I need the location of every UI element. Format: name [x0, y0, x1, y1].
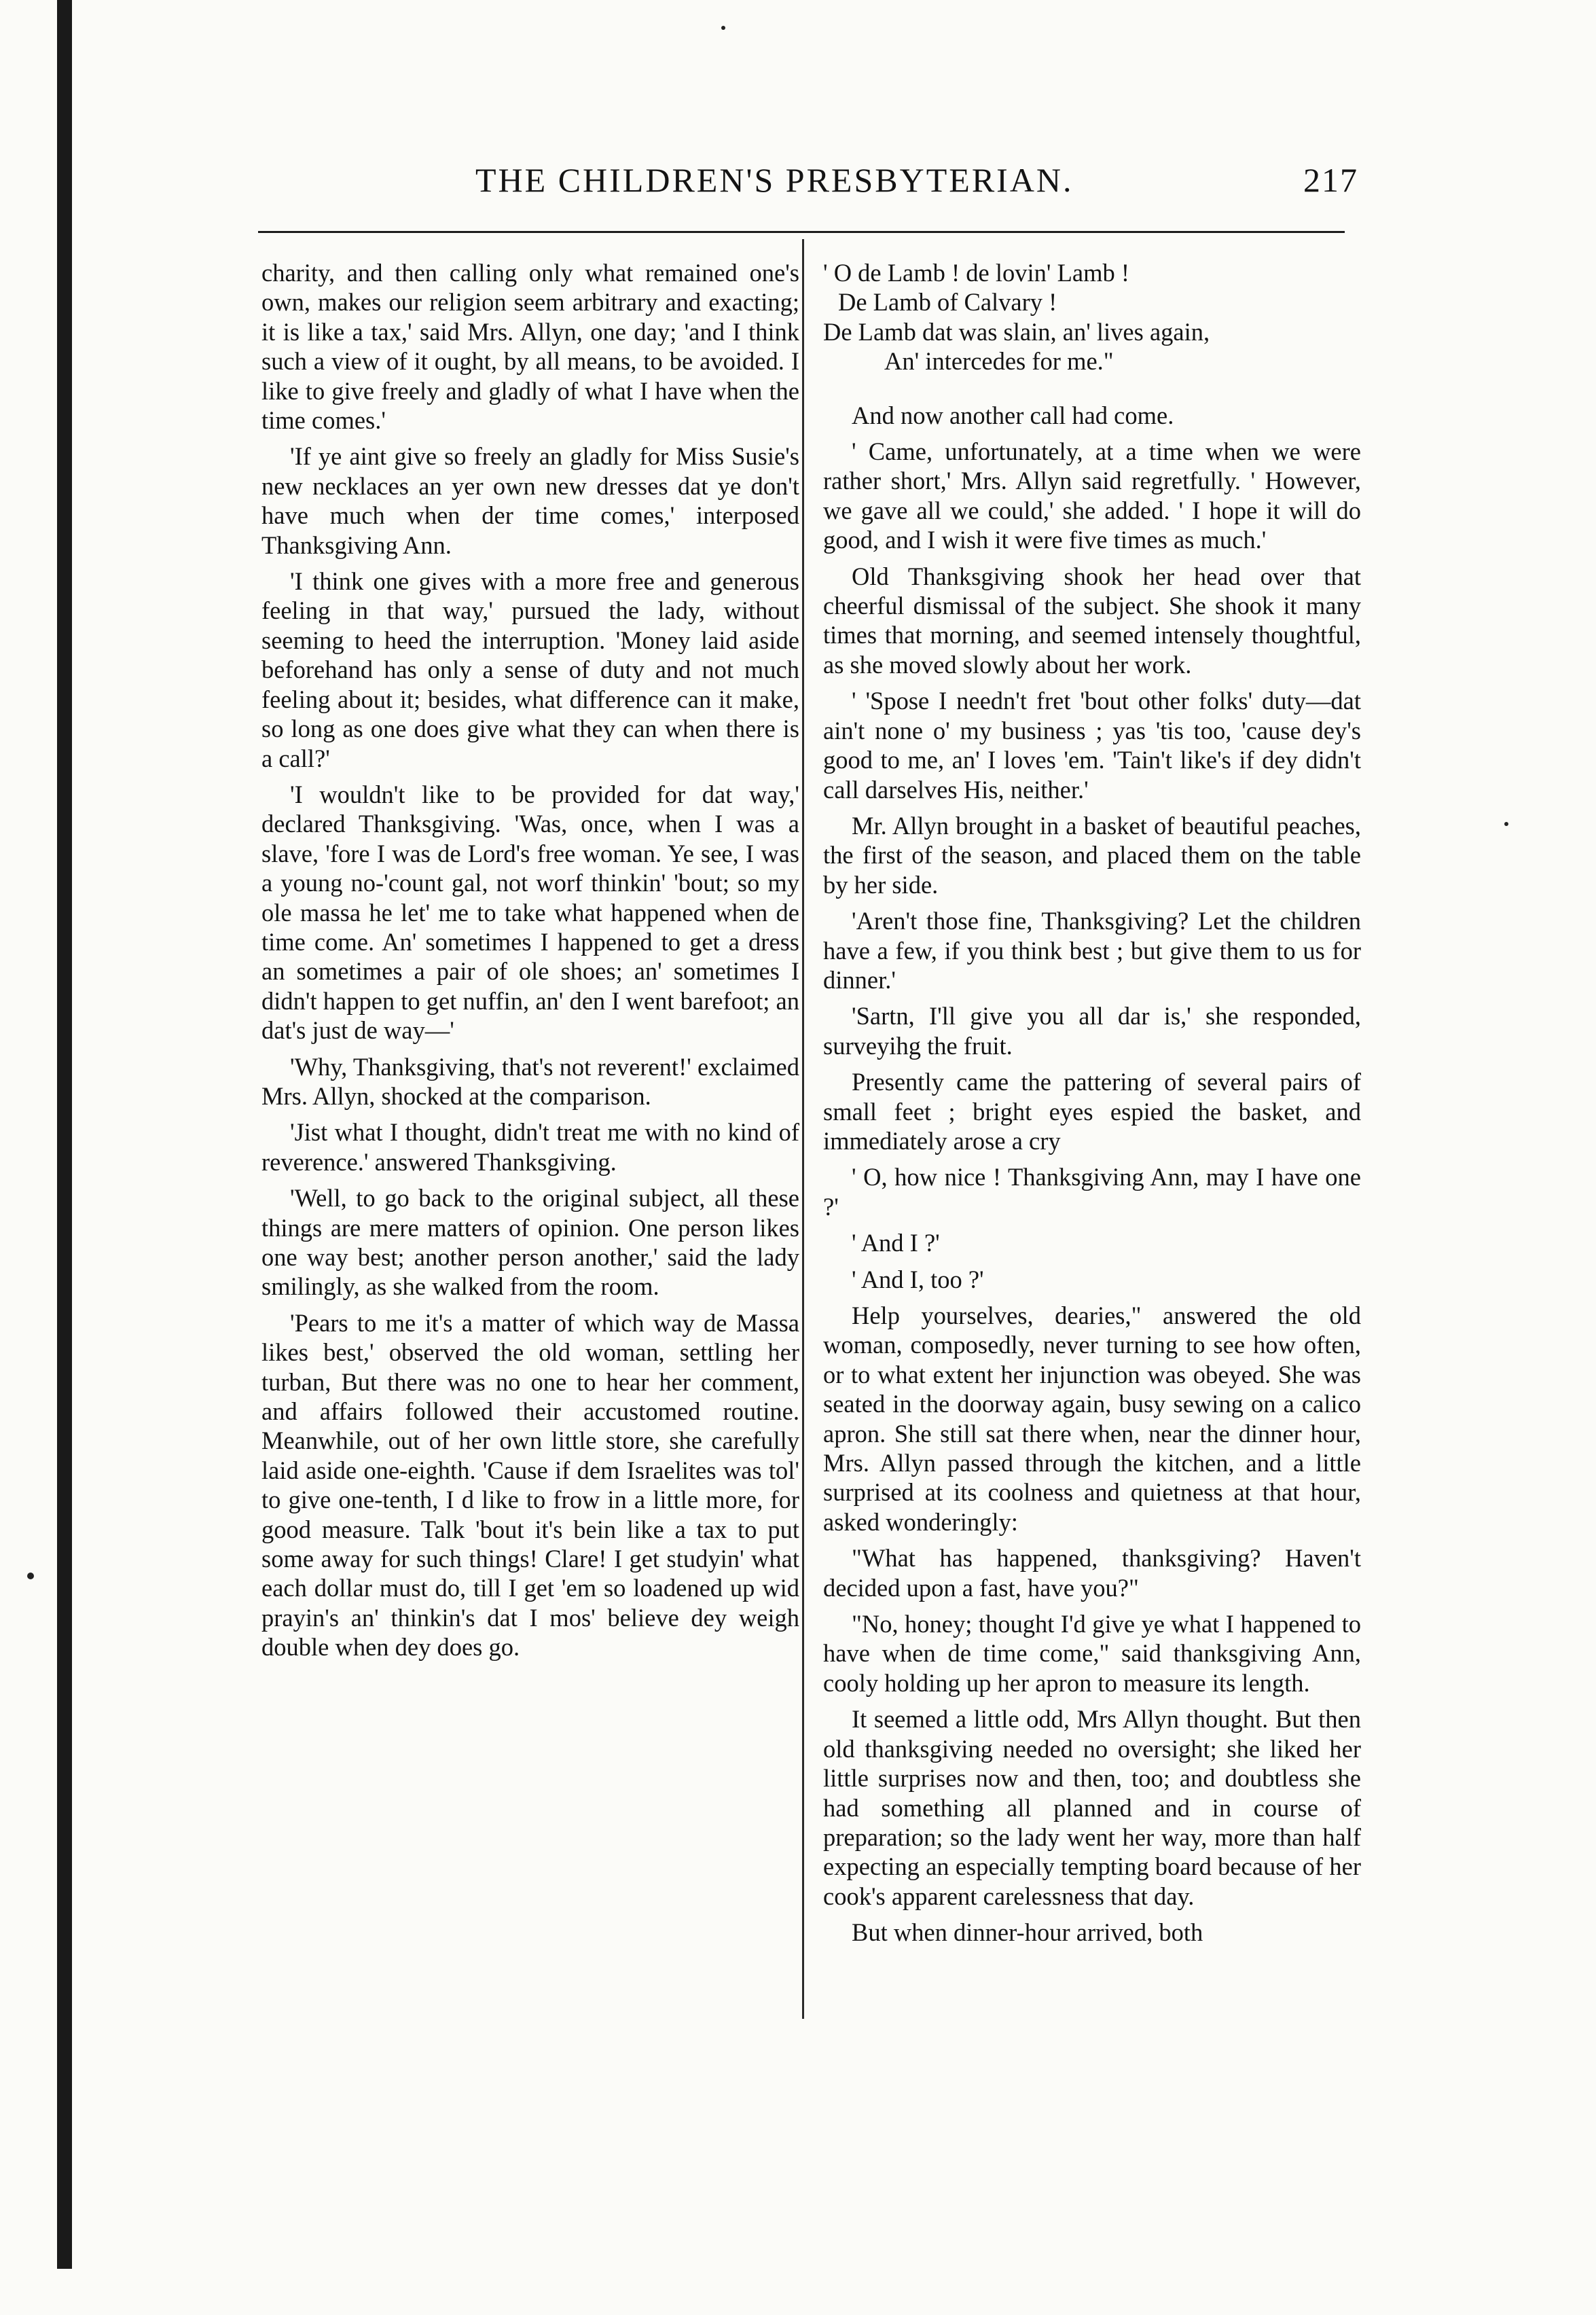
paragraph: But when dinner-hour arrived, both: [852, 1918, 1203, 1947]
paragraph: "What has happened, thanksgiving? Haven't decided upon a fast, have you?": [823, 1544, 1361, 1602]
right-column: [823, 258, 1361, 1954]
verse-line: An' intercedes for me.": [884, 347, 1114, 376]
paragraph: 'Jist what I thought, didn't treat me with no kind of reverence.' answered Thanksgiving.: [261, 1118, 799, 1176]
paragraph: charity, and then calling only what remained one's own, makes our religion seem arbitrary and exacting; it is like a tax,' said Mrs. Allyn, one day; 'and I think such a view of it ought, by all means, to be avoided. I like to give freely and gladly of what I have when the time comes.': [261, 259, 799, 435]
paragraph: 'I think one gives with a more free and generous feeling in that way,' pursued the lady, without seeming to heed the interruption. 'Money laid aside beforehand has only a sense of duty and not much feeling about it; besides, what difference can it make, so long as one does give what they can when there is a call?': [261, 567, 799, 772]
verse-line: De Lamb of Calvary !: [838, 288, 1057, 317]
binding-edge: [57, 0, 72, 2269]
paragraph: 'Well, to go back to the original subject, all these things are mere matters of opinion. One person likes one way best; another person another,' said the lady smilingly, as she walked from the room.: [261, 1184, 799, 1301]
paragraph: 'Sartn, I'll give you all dar is,' she responded, surveyihg the fruit.: [823, 1002, 1361, 1060]
paragraph: It seemed a little odd, Mrs Allyn thought. But then old thanksgiving needed no oversight; she liked her little surprises now and then, too; and doubtless she had something all planned and in course of preparation; so the lady went her way, more than half expecting an especially tempting board because of her cook's apparent carelessness that day.: [823, 1705, 1361, 1910]
paragraph: ' And I ?': [852, 1229, 940, 1257]
paragraph: 'Why, Thanksgiving, that's not reverent!' exclaimed Mrs. Allyn, shocked at the comparison.: [261, 1052, 799, 1110]
paragraph: Help yourselves, dearies," answered the old woman, composedly, never turning to see how often, or to what extent her injunction was obeyed. She was seated in the doorway again, busy sewing on a calico apron. She still sat there when, near the dinner hour, Mrs. Allyn passed through the kitchen, and a little surprised at its coolness and quietness at that hour, asked wonderingly:: [823, 1302, 1361, 1536]
paragraph: 'Aren't those fine, Thanksgiving? Let the children have a few, if you think best ; but give them to us for dinner.': [823, 907, 1361, 994]
paragraph: Old Thanksgiving shook her head over that cheerful dismissal of the subject. She shook it many times that morning, and seemed intensely thoughtful, as she moved slowly about her work.: [823, 562, 1361, 679]
page-number: 217: [1303, 161, 1358, 199]
print-speck: [1504, 822, 1508, 826]
page-header: [258, 160, 1358, 215]
paragraph: And now another call had come.: [852, 401, 1174, 429]
print-speck: [27, 1573, 34, 1579]
running-title: THE CHILDREN'S PRESBYTERIAN.: [475, 161, 1074, 199]
paragraph: ' O, how nice ! Thanksgiving Ann, may I have one ?': [823, 1163, 1361, 1221]
paragraph: 'I wouldn't like to be provided for dat way,' declared Thanksgiving. 'Was, once, when I was a slave, 'fore I was de Lord's free woman. Ye see, I was a young no-'count gal, not worf thinkin' 'bout; so my ole massa he let' me to take what happened when de time come. An' sometimes I happened to get a dress an sometimes a pair of ole shoes; an' sometimes I didn't happen to get nuffin, an' den I went barefoot; an dat's just de way—': [261, 780, 799, 1045]
header-rule: [258, 231, 1345, 233]
paragraph: 'Pears to me it's a matter of which way de Massa likes best,' observed the old woman, settling her turban, But there was no one to hear her comment, and affairs followed their accustomed routine. Meanwhile, out of her own little store, she carefully laid aside one-eighth. 'Cause if dem Israelites was tol' to give one-tenth, I d like to frow in a little more, for good measure. Talk 'bout it's bein like a tax to put some away for such things! Clare! I get studyin' what each dollar must do, till I get 'em so loadened up wid prayin's an' thinkin's dat I mos' believe dey weigh double when dey does go.: [261, 1308, 799, 1662]
paragraph: ' And I, too ?': [852, 1265, 984, 1293]
print-speck: [721, 26, 725, 30]
verse-line: ' O de Lamb ! de lovin' Lamb !: [823, 259, 1130, 287]
paragraph: ' Came, unfortunately, at a time when we were rather short,' Mrs. Allyn said regretfully. ' However, we gave all we could,' she added. ' I hope it will do good, and I wish it were five times as much.': [823, 437, 1361, 554]
hymn-verse: [823, 258, 1361, 376]
paragraph: Presently came the pattering of several pairs of small feet ; bright eyes espied the basket, and immediately arose a cry: [823, 1068, 1361, 1155]
verse-line: De Lamb dat was slain, an' lives again,: [823, 317, 1210, 346]
paragraph: "No, honey; thought I'd give ye what I happened to have when de time come," said thanksgiving Ann, cooly holding up her apron to measure its length.: [823, 1610, 1361, 1697]
column-divider: [802, 239, 804, 2019]
paragraph: 'If ye aint give so freely an gladly for Miss Susie's new necklaces an yer own new dresses dat ye don't have much when der time comes,' interposed Thanksgiving Ann.: [261, 442, 799, 559]
left-column: [261, 258, 799, 1669]
paragraph: ' 'Spose I needn't fret 'bout other folks' duty—dat ain't none o' my business ; yas 'tis too, 'cause dey's good to me, an' I loves 'em. 'Tain't like's if dey didn't call darselves His, neither.': [823, 687, 1361, 804]
paragraph: Mr. Allyn brought in a basket of beautiful peaches, the first of the season, and placed them on the table by her side.: [823, 811, 1361, 899]
